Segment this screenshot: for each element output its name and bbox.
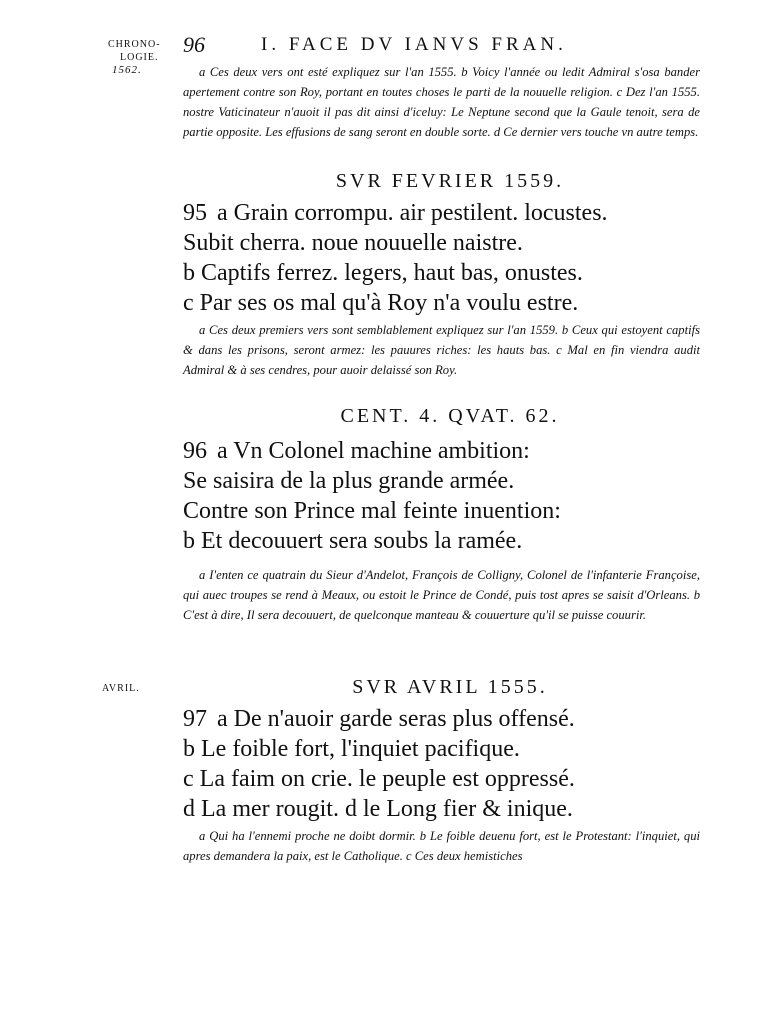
margin-avril: AVRIL. <box>102 683 140 694</box>
verse-line: b Captifs ferrez. legers, haut bas, onustes. <box>183 260 583 286</box>
commentary-text: a Ces deux vers ont esté expliquez sur l'an 1555. b Voicy l'année ou ledit Admiral s'osa bander apertement contre son Roy, portant en toutes choses le parti de la nouuelle religion. c Dez l'an 1555. nostre Vaticinateur n'auoit il pas dit ainsi d'iceluy: Le Neptune second que la Gaule tenoit, sera de partie opposite. Les effusions de sang seront en double sorte. d Ce dernier vers touche vn autre temps. <box>183 65 700 139</box>
commentary-text: a Ces deux premiers vers sont semblablement expliquez sur l'an 1559. b Ceux qui estoyent captifs & dans les prisons, seront armez: les pauures riches: les hauts bas. c Mal en fin viendra audit Admiral & à ses cendres, pour auoir delaissé son Roy. <box>183 323 700 377</box>
verse-line: c Par ses os mal qu'à Roy n'a voulu estre. <box>183 290 579 316</box>
margin-chronologie <box>108 38 161 77</box>
verse-line: d La mer rougit. d le Long fier & inique. <box>183 796 573 822</box>
section-heading-avril: SVR AVRIL 1555. <box>352 676 548 698</box>
verse-line: Se saisira de la plus grande armée. <box>183 468 515 494</box>
quatrain-96 <box>183 436 703 556</box>
page-header <box>183 30 743 60</box>
verse-line: 96 a Vn Colonel machine ambition: <box>183 438 530 464</box>
quatrain-number: 95 <box>183 200 207 226</box>
verse-line: b Le foible fort, l'inquiet pacifique. <box>183 736 520 762</box>
quatrain-95 <box>183 198 703 318</box>
quatrain-number: 96 <box>183 438 207 464</box>
verse-line: Subit cherra. noue nouuelle naistre. <box>183 230 523 256</box>
quatrain-97 <box>183 704 703 824</box>
commentary-top <box>183 62 700 142</box>
commentary-text: a Qui ha l'ennemi proche ne doibt dormir. b Le foible deuenu fort, est le Protestant: l'inquiet, qui apres demandera la paix, est le Catholique. c Ces deux hemistiches <box>183 829 700 863</box>
section-heading-fevrier: SVR FEVRIER 1559. <box>335 170 565 192</box>
section-heading-cent: CENT. 4. QVAT. 62. <box>340 405 560 427</box>
verse-line: Contre son Prince mal feinte inuention: <box>183 498 561 524</box>
margin-chronologie-top: CHRONO- <box>108 39 161 50</box>
commentary-97 <box>183 826 700 866</box>
running-title: I. FACE DV IANVS FRAN. <box>261 34 567 55</box>
commentary-95 <box>183 320 700 380</box>
page-number: 96 <box>183 32 205 57</box>
verse-line: c La faim on crie. le peuple est oppressé. <box>183 766 575 792</box>
verse-line: b Et decouuert sera soubs la ramée. <box>183 528 523 554</box>
margin-chronologie-bottom: LOGIE. <box>120 52 159 63</box>
margin-year: 1562. <box>112 64 142 76</box>
verse-line: 95 a Grain corrompu. air pestilent. locustes. <box>183 200 608 226</box>
commentary-text: a I'enten ce quatrain du Sieur d'Andelot, François de Colligny, Colonel de l'infanterie Françoise, qui auec troupes se rend à Meaux, ou estoit le Prince de Condé, puis tost apres se saisit d'Orleans. b C'est à dire, Il sera decouuert, de quelconque manteau & couuerture qu'il se puisse couurir. <box>183 568 700 622</box>
verse-line: 97 a De n'auoir garde seras plus offensé. <box>183 706 575 732</box>
quatrain-number: 97 <box>183 706 207 732</box>
commentary-96 <box>183 565 700 625</box>
